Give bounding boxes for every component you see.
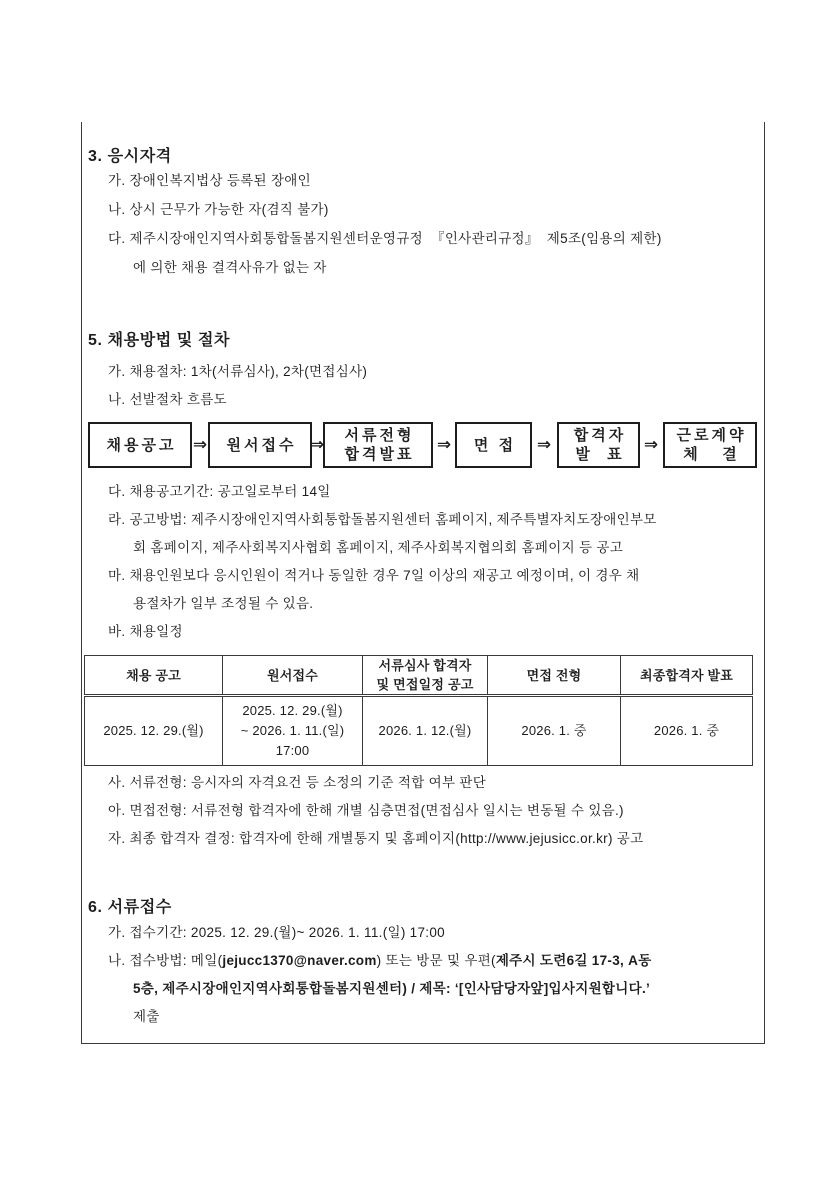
schedule-header-cell <box>223 656 363 696</box>
text-line: 회 홈페이지, 제주사회복지사협회 홈페이지, 제주사회복지협의회 홈페이지 등 공고 <box>133 540 624 555</box>
flow-step-label: 체 결 <box>683 446 740 463</box>
section-process-list-top <box>108 358 367 414</box>
text-line <box>108 947 652 975</box>
flow-step-box <box>88 422 192 468</box>
text-line: 나. 상시 근무가 가능한 자(겸직 불가) <box>108 202 329 217</box>
text-line <box>108 975 652 1003</box>
double-arrow-icon: ⇒ <box>536 435 552 454</box>
cell-text-line: 서류심사 합격자 <box>378 658 472 673</box>
bold-text-segment: jejucc1370@naver.com <box>222 953 377 968</box>
schedule-header-cell <box>621 656 753 696</box>
schedule-table-head <box>85 656 753 696</box>
text-line: 바. 채용일정 <box>108 624 183 639</box>
text-segment: 나. 접수방법: 메일( <box>108 953 223 968</box>
cell-text-line: 원서접수 <box>266 667 319 683</box>
section-submission-list <box>108 919 652 1031</box>
double-arrow-icon: ⇒ <box>192 435 208 454</box>
text-line: 나. 선발절차 흐름도 <box>108 392 227 407</box>
text-line: 가. 접수기간: 2025. 12. 29.(월)~ 2026. 1. 11.(일) 17:00 <box>108 925 445 940</box>
cell-text-line: 2026. 1. 중 <box>653 723 720 738</box>
text-line: 아. 면접전형: 서류전형 합격자에 한해 개별 심층면접(면접심사 일시는 변동될 수 있음.) <box>108 803 624 818</box>
cell-text-line: ~ 2026. 1. 11.(일) <box>240 723 345 738</box>
section-process-list-mid <box>108 478 657 646</box>
section-qualifications-heading: 3. 응시자격 <box>88 148 172 165</box>
text-line: 다. 채용공고기간: 공고일로부터 14일 <box>108 484 331 499</box>
selection-flowchart <box>88 422 757 468</box>
schedule-data-cell <box>488 696 621 766</box>
section-submission-heading: 6. 서류접수 <box>88 899 172 916</box>
cell-text-line: 2026. 1. 12.(월) <box>378 723 472 738</box>
flow-step-label: 채용공고 <box>106 436 177 454</box>
flow-step-box <box>208 422 312 468</box>
flow-step-label: 서류전형 <box>344 427 415 444</box>
section-qualifications-list <box>108 166 662 282</box>
schedule-data-row <box>85 696 753 766</box>
cell-text-line: 면접 전형 <box>526 667 582 683</box>
schedule-data-cell <box>363 696 488 766</box>
text-line: 제출 <box>133 1009 160 1024</box>
schedule-table <box>84 655 753 766</box>
schedule-header-cell <box>488 656 621 696</box>
text-line: 다. 제주시장애인지역사회통합돌봄지원센터운영규정 『인사관리규정』 제5조(임용의 제한) <box>108 231 662 246</box>
text-line: 용절차가 일부 조정될 수 있음. <box>133 596 314 611</box>
schedule-data-cell <box>621 696 753 766</box>
section-process-heading: 5. 채용방법 및 절차 <box>88 332 231 349</box>
schedule-header-cell <box>363 656 488 696</box>
cell-text-line: 2025. 12. 29.(월) <box>242 703 343 718</box>
cell-text-line: 2026. 1. 중 <box>521 723 587 738</box>
schedule-table-body <box>85 696 753 766</box>
bold-text-segment: 제주시 도련6길 17-3, A동 <box>495 953 652 968</box>
double-arrow-icon: ⇒ <box>309 435 325 454</box>
flow-step-label: 근로계약 <box>676 427 747 444</box>
flow-step-box <box>663 422 757 468</box>
text-line: 가. 장애인복지법상 등록된 장애인 <box>108 173 311 188</box>
double-arrow-icon: ⇒ <box>643 435 659 454</box>
schedule-header-cell <box>85 656 223 696</box>
schedule-data-cell <box>85 696 223 766</box>
flow-step-label: 원서접수 <box>226 436 297 454</box>
flow-step-label: 면 접 <box>473 436 517 454</box>
text-line: 에 의한 채용 결격사유가 없는 자 <box>133 260 327 275</box>
text-segment: ) 또는 방문 및 우편( <box>376 953 496 968</box>
schedule-data-cell <box>223 696 363 766</box>
text-line: 마. 채용인원보다 응시인원이 적거나 동일한 경우 7일 이상의 재공고 예정이며, 이 경우 채 <box>108 568 640 583</box>
cell-text-line: 채용 공고 <box>126 667 181 683</box>
text-line: 사. 서류전형: 응시자의 자격요건 등 소정의 기준 적합 여부 판단 <box>108 775 487 790</box>
flow-step-label: 발 표 <box>575 446 625 463</box>
cell-text-line: 2025. 12. 29.(월) <box>103 723 204 738</box>
flow-step-box <box>455 422 532 468</box>
flow-step-label: 합격발표 <box>344 446 415 463</box>
cell-text-line: 및 면접일정 공고 <box>376 677 474 692</box>
schedule-header-row <box>85 656 753 696</box>
flow-step-box <box>557 422 640 468</box>
cell-text-line: 최종합격자 발표 <box>639 667 734 683</box>
bold-text-segment: 5층, 제주시장애인지역사회통합돌봄지원센터) / 제목: ‘[인사담당자앞]입사지원합니다.’ <box>133 981 651 996</box>
flow-step-label: 합격자 <box>573 427 627 444</box>
cell-text-line: 17:00 <box>275 743 310 758</box>
text-line: 가. 채용절차: 1차(서류심사), 2차(면접심사) <box>108 364 368 379</box>
double-arrow-icon: ⇒ <box>436 435 452 454</box>
flow-step-box <box>323 422 433 468</box>
text-line: 라. 공고방법: 제주시장애인지역사회통합돌봄지원센터 홈페이지, 제주특별자치도장애인부모 <box>108 512 657 527</box>
section-process-list-bottom <box>108 769 643 853</box>
text-line: 자. 최종 합격자 결정: 합격자에 한해 개별통지 및 홈페이지(http://www.jejusicc.or.kr) 공고 <box>108 831 644 846</box>
